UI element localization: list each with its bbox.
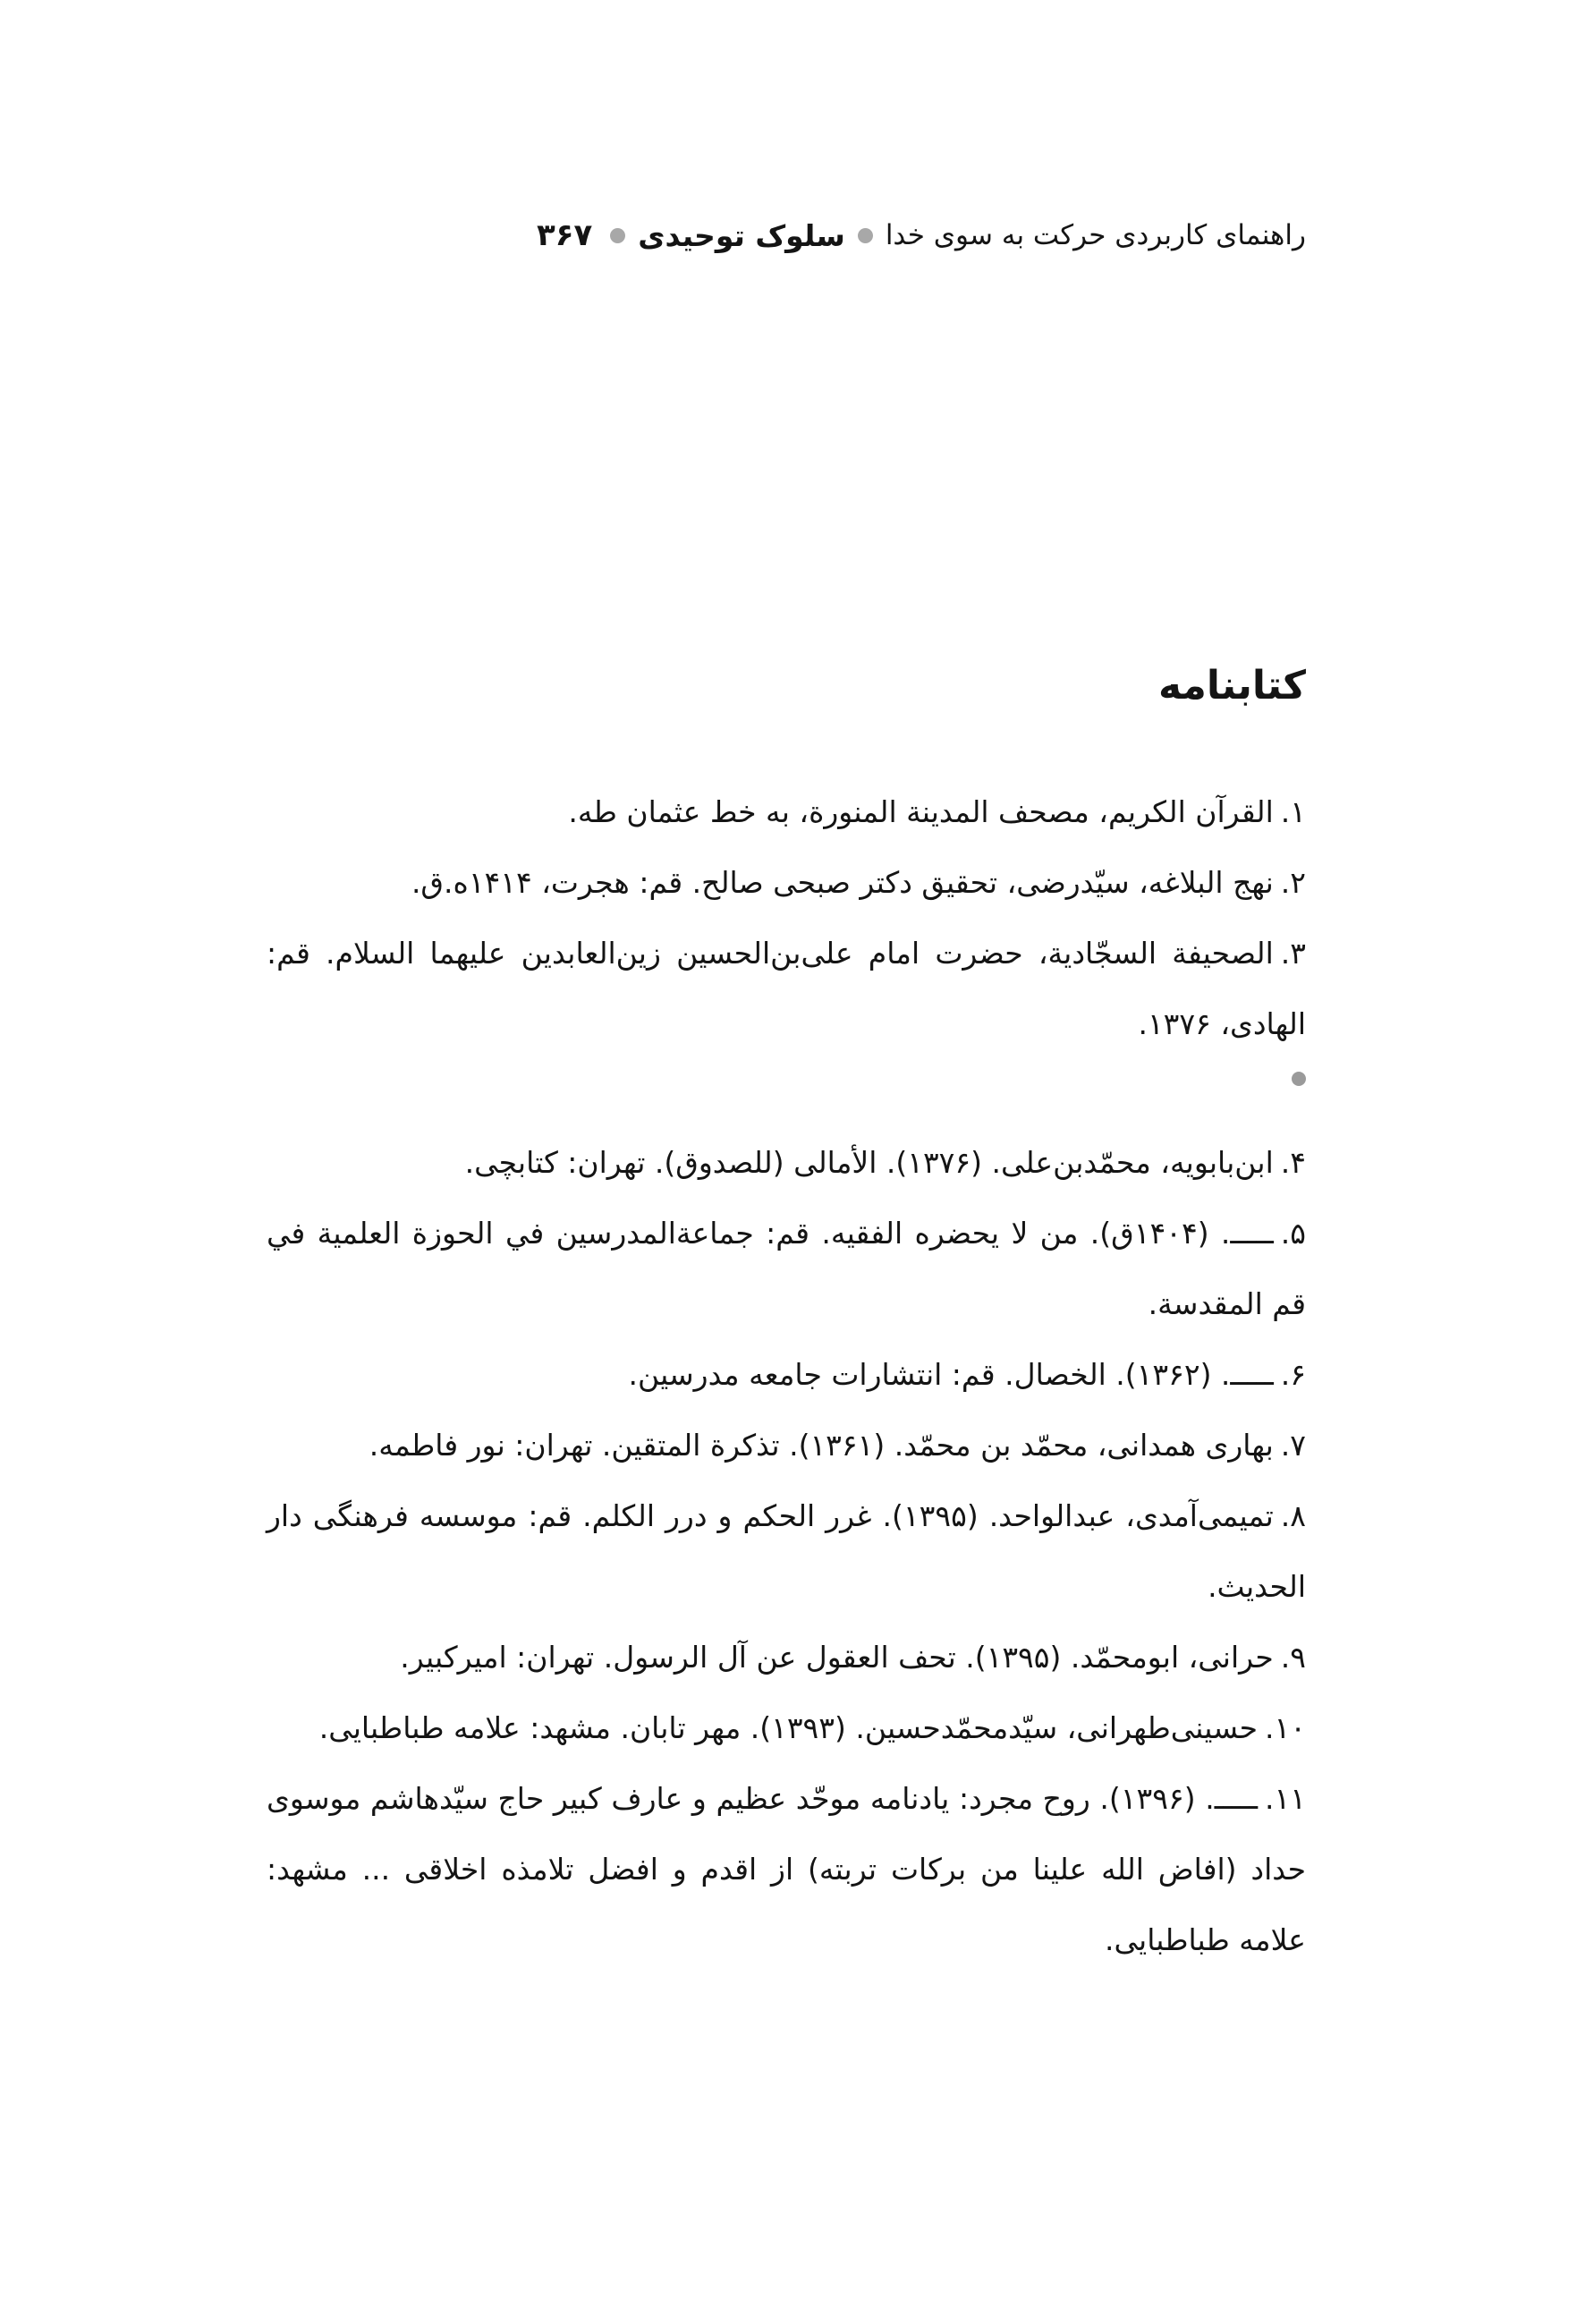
page-number: ۳۶۷ <box>537 217 593 253</box>
entry-number: ۸. <box>1280 1498 1306 1533</box>
entry-text: الصحیفة السجّادیة، حضرت امام علی‌بن‌الحسین زین‌العابدین علیهما السلام. قم: الهادی، ۱۳۷۶. <box>267 936 1306 1041</box>
part-title: سلوک توحیدی <box>638 217 845 253</box>
grey-dot-icon <box>858 228 873 243</box>
bibliography-entry <box>267 1622 1306 1692</box>
entry-text: ـــــ. (۱۴۰۴ق). من لا یحضره الفقیه. قم: جماعة‌المدرسین في الحوزة العلمیة في قم المقدسة. <box>267 1216 1306 1321</box>
entry-number: ۳. <box>1280 936 1306 971</box>
bibliography-entry <box>267 847 1306 918</box>
bibliography-entry <box>267 1198 1306 1339</box>
bibliography-entry <box>267 918 1306 1059</box>
bibliography-entry <box>267 1127 1306 1198</box>
entry-number: ۷. <box>1280 1428 1306 1463</box>
section-title: کتابنامه <box>1158 663 1306 709</box>
entry-text: بهاری همدانی، محمّد بن محمّد. (۱۳۶۱). تذکرة المتقین. تهران: نور فاطمه. <box>369 1428 1274 1463</box>
entry-text: نهج البلاغه، سیّدرضی، تحقیق دکتر صبحی صالح. قم: هجرت، ۱۴۱۴ه.ق. <box>411 865 1274 900</box>
entry-number: ۱۰. <box>1265 1710 1306 1745</box>
bibliography-entry <box>267 776 1306 847</box>
grey-dot-icon <box>1292 1072 1306 1086</box>
running-header <box>268 217 1306 253</box>
entry-text: القرآن الکریم، مصحف المدینة المنورة، به خط عثمان طه. <box>568 794 1274 829</box>
bibliography-entry <box>267 1480 1306 1622</box>
entry-number: ۶. <box>1280 1357 1306 1392</box>
entry-number: ۱. <box>1280 794 1306 829</box>
entry-text: ابن‌بابویه، محمّدبن‌علی. (۱۳۷۶). الأمالی (للصدوق). تهران: کتابچی. <box>464 1145 1274 1180</box>
entry-text: ـــــ. (۱۳۶۲). الخصال. قم: انتشارات جامعه مدرسین. <box>628 1357 1274 1392</box>
grey-dot-icon <box>610 228 625 243</box>
entry-number: ۹. <box>1280 1640 1306 1675</box>
entry-text: تمیمی‌آمدی، عبدالواحد. (۱۳۹۵). غرر الحکم و درر الکلم. قم: موسسه فرهنگی دار الحدیث. <box>267 1498 1306 1604</box>
entry-text: حرانی، ابومحمّد. (۱۳۹۵). تحف العقول عن آل الرسول. تهران: امیرکبیر. <box>400 1640 1274 1675</box>
bibliography-entry <box>267 1692 1306 1763</box>
bibliography-entry <box>267 1339 1306 1410</box>
entry-number: ۲. <box>1280 865 1306 900</box>
entry-number: ۵. <box>1280 1216 1306 1251</box>
book-title: راهنمای کاربردی حرکت به سوی خدا <box>885 218 1306 251</box>
entry-number: ۱۱. <box>1265 1781 1306 1816</box>
entry-text: حسینی‌طهرانی، سیّدمحمّدحسین. (۱۳۹۳). مهر تابان. مشهد: علامه طباطبایی. <box>318 1710 1259 1745</box>
bibliography-list <box>267 776 1306 1975</box>
entry-number: ۴. <box>1280 1145 1306 1180</box>
bibliography-entry <box>267 1763 1306 1975</box>
bibliography-entry <box>267 1410 1306 1480</box>
entry-text: ـــــ. (۱۳۹۶). روح مجرد: یادنامه موحّد عظیم و عارف کبیر حاج سیّدهاشم موسوی حداد (افاض الله علینا من برکات تربته) از اقدم و افضل تلامذه اخلاقی ... مشهد: علامه طباطبایی. <box>267 1781 1306 1957</box>
